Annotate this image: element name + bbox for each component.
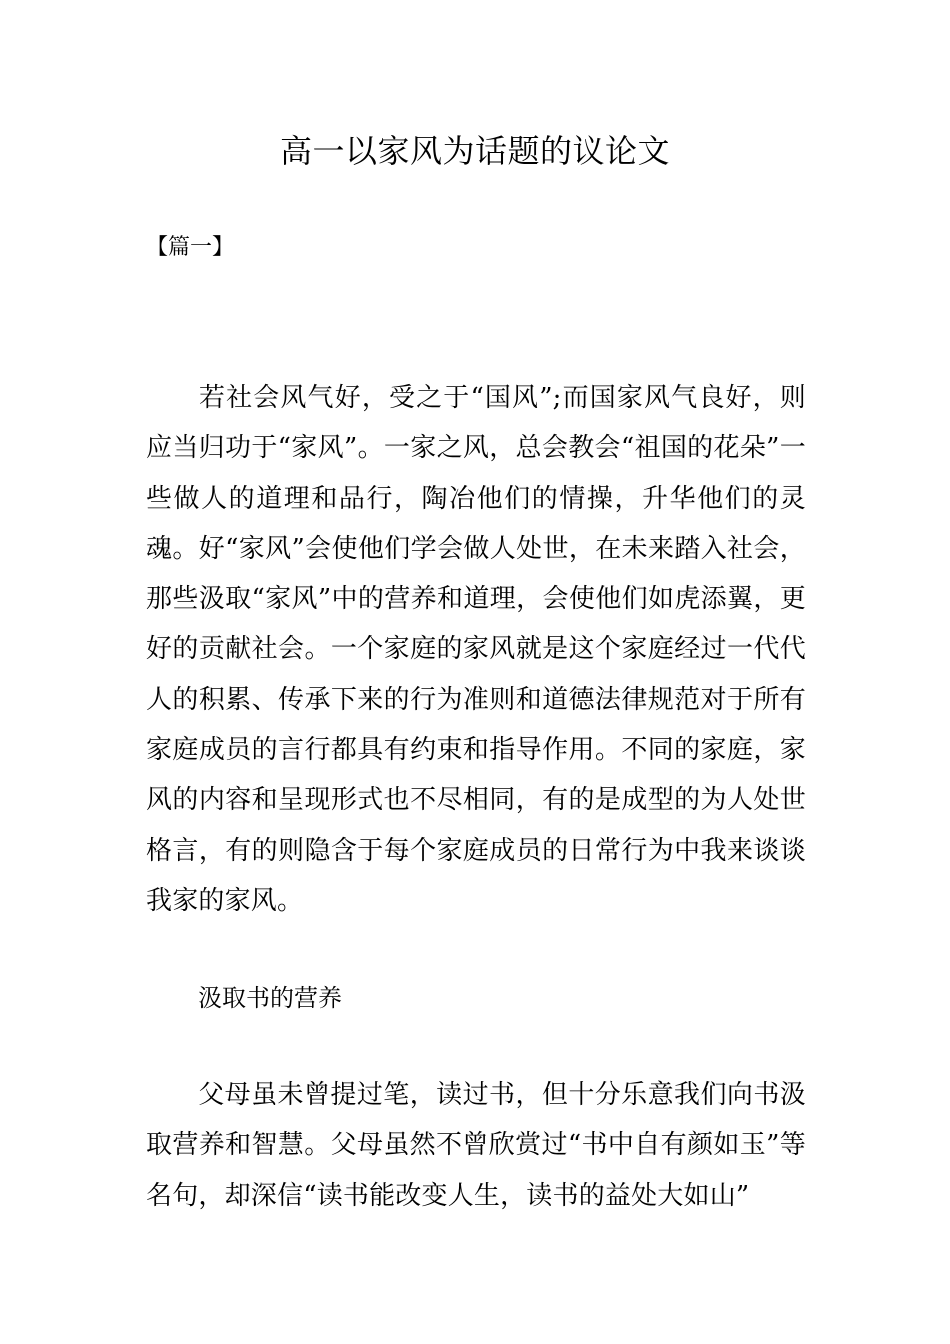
body-paragraph-2 [146, 1070, 806, 1221]
body-paragraph-1 [146, 373, 806, 926]
document-title: 高一以家风为话题的议论文 [279, 132, 670, 170]
section-label: 【篇一】 [146, 235, 235, 260]
paragraph-2-text: 父母虽未曾提过笔，读过书，但十分乐意我们向书汲取营养和智慧。父母虽然不曾欣赏过“书中自有颜如玉”等名句，却深信“读书能改变人生，读书的益处大如山” [146, 1080, 806, 1211]
paragraph-1-text: 若社会风气好，受之于“国风”;而国家风气良好，则应当归功于“家风”。一家之风，总会教会“祖国的花朵”一些做人的道理和品行，陶冶他们的情操，升华他们的灵魂。好“家风”会使他们学会做人处世，在未来踏入社会，那些汲取“家风”中的营养和道理，会使他们如虎添翼，更好的贡献社会。一个家庭的家风就是这个家庭经过一代代人的积累、传承下来的行为准则和道德法律规范对于所有家庭成员的言行都具有约束和指导作用。不同的家庭，家风的内容和呈现形式也不尽相同，有的是成型的为人处世格言，有的则隐含于每个家庭成员的日常行为中我来谈谈我家的家风。 [146, 383, 806, 916]
subheading: 汲取书的营养 [198, 984, 342, 1012]
